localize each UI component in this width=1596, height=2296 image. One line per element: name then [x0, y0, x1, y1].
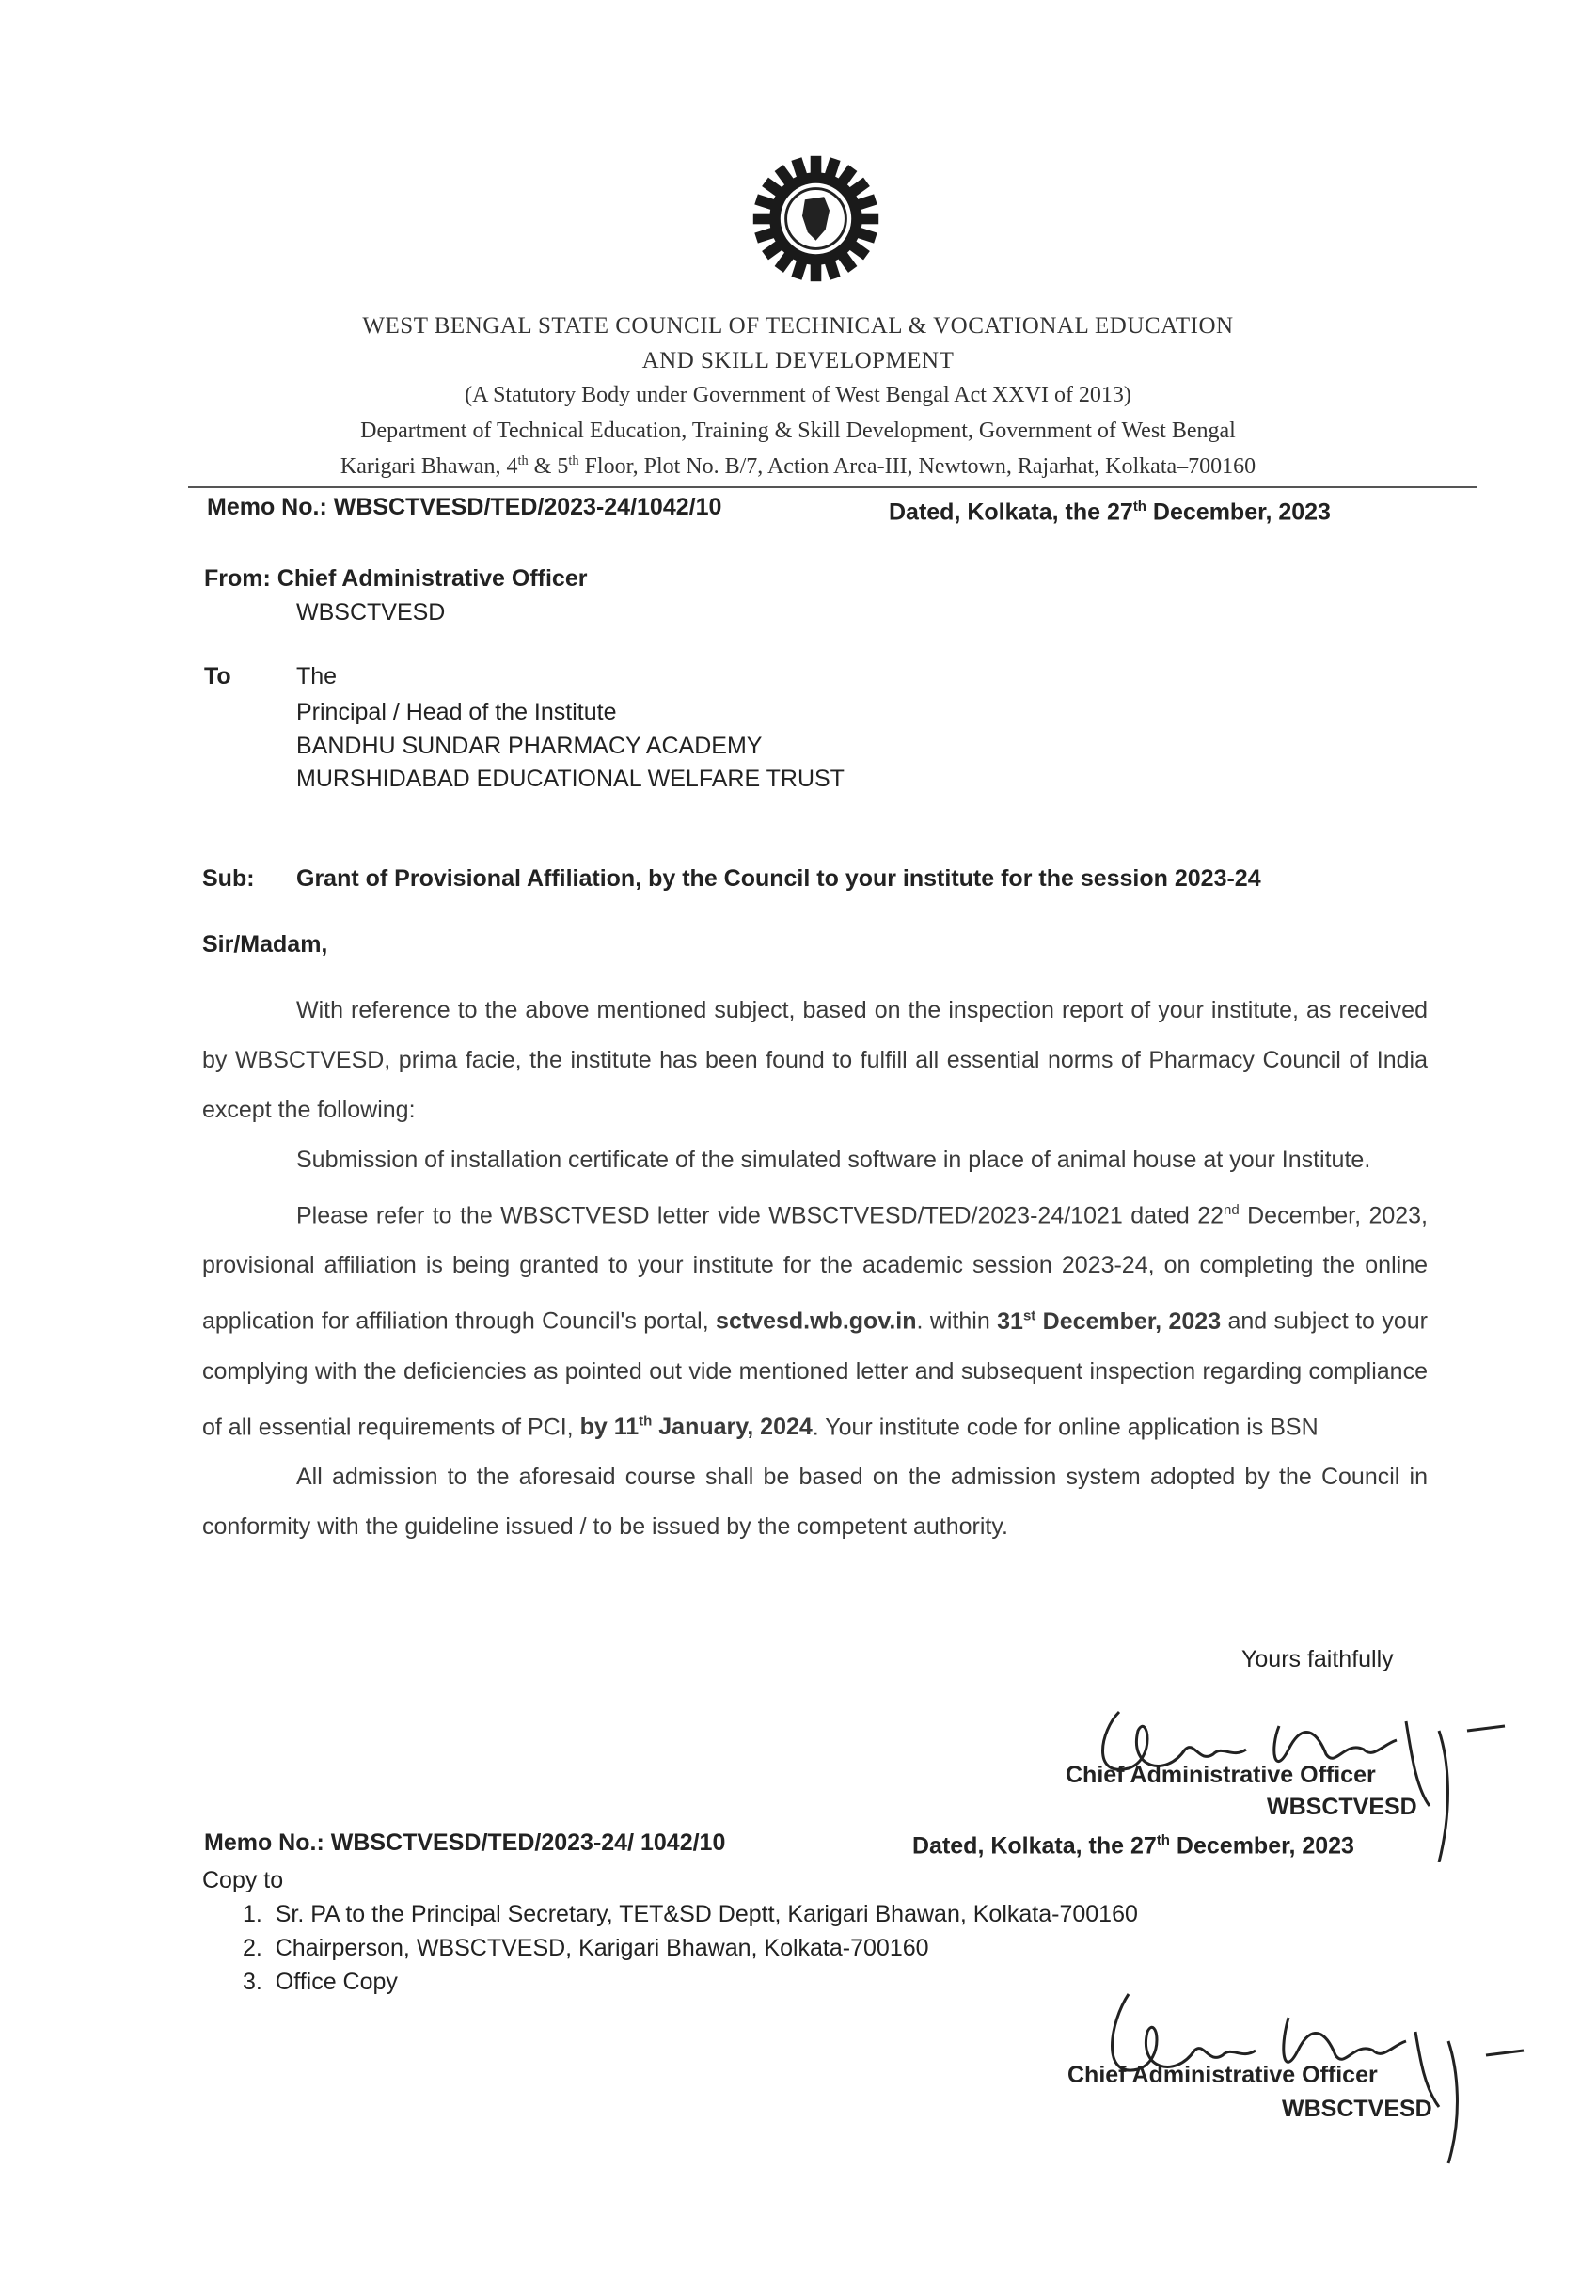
to-line: The	[296, 663, 338, 689]
body-paragraph-2: Submission of installation certificate of the simulated software in place of animal house at your Institute.	[296, 1147, 1371, 1173]
text: Please refer to the WBSCTVESD letter vide WBSCTVESD/TED/2023-24/1021 dated 22	[296, 1202, 1225, 1229]
gear-tooth	[811, 262, 822, 281]
address-part: Floor, Plot No. B/7, Action Area-III, Newtown, Rajarhat, Kolkata–700160	[578, 454, 1256, 479]
from-org: WBSCTVESD	[296, 599, 446, 625]
gear-tooth	[860, 214, 878, 225]
from-label: From: Chief Administrative Officer	[204, 565, 588, 592]
copy-to-text: Sr. PA to the Principal Secretary, TET&SD Deptt, Karigari Bhawan, Kolkata-700160	[275, 1901, 1138, 1927]
letter-body	[202, 986, 1428, 1552]
copy-to-text: Office Copy	[275, 1969, 398, 1995]
gear-tooth	[811, 156, 822, 175]
org-name-line2: AND SKILL DEVELOPMENT	[641, 348, 955, 373]
date-text: December, 2023	[1169, 1832, 1354, 1860]
gear-tooth	[824, 259, 840, 280]
gear-tooth	[754, 227, 776, 243]
council-logo	[748, 150, 884, 287]
sup: nd	[1224, 1202, 1240, 1218]
text: by 11	[579, 1413, 640, 1440]
text: . within	[916, 1307, 998, 1335]
to-line: BANDHU SUNDAR PHARMACY ACADEMY	[296, 733, 763, 759]
gear-tooth	[754, 194, 776, 210]
address-sup: th	[517, 453, 529, 468]
body-paragraph-3	[202, 1185, 1428, 1452]
body-paragraph-4: All admission to the aforesaid course shall be based on the admission system adopted by the Council in conformity with the guideline issued / to be issued by the competent authority.	[202, 1463, 1428, 1540]
text: January, 2024	[652, 1413, 813, 1440]
to-line: Principal / Head of the Institute	[296, 699, 617, 725]
date-text: December, 2023	[1146, 499, 1331, 526]
copy-signatory-title: Chief Administrative Officer	[1067, 2062, 1378, 2088]
gear-tooth	[753, 214, 772, 225]
date-sup: th	[1156, 1832, 1170, 1848]
sup: st	[1022, 1307, 1036, 1324]
org-name-line1: WEST BENGAL STATE COUNCIL OF TECHNICAL & VOCATIONAL EDUCATION	[362, 313, 1234, 339]
deadline	[997, 1308, 1221, 1335]
copy-to-text: Chairperson, WBSCTVESD, Karigari Bhawan, Kolkata-700160	[275, 1935, 929, 1961]
subject-text: Grant of Provisional Affiliation, by the Council to your institute for the session 2023-24	[296, 865, 1261, 892]
memo-date-copy	[912, 1825, 1354, 1861]
to-label: To	[204, 663, 231, 689]
salutation: Sir/Madam,	[202, 931, 328, 958]
gear-tooth	[791, 157, 807, 179]
copy-to-item: 3. Office Copy	[243, 1969, 398, 1995]
text: and subject to your complying with the deficiencies as pointed out vide mentioned letter and subsequent inspection regarding compliance of all essential requirements of PCI,	[202, 1307, 1428, 1440]
text: December, 2023	[1035, 1307, 1222, 1335]
gear-tooth	[856, 194, 877, 210]
date-text: Dated, Kolkata, the 27	[912, 1832, 1157, 1860]
body-paragraph-1: With reference to the above mentioned subject, based on the inspection report of your institute, as received by WBSCTVESD, prima facie, the institute has been found to fulfill all essential norms of Pharmacy Council of India except the following:	[202, 997, 1428, 1123]
to-line: MURSHIDABAD EDUCATIONAL WELFARE TRUST	[296, 766, 845, 792]
date-text: Dated, Kolkata, the 27	[889, 499, 1133, 526]
copy-to-label: Copy to	[202, 1867, 284, 1893]
address-sup: th	[568, 453, 579, 468]
address-part: Karigari Bhawan, 4	[340, 454, 518, 479]
address-line	[0, 453, 1596, 480]
text: 31	[997, 1307, 1023, 1335]
gear-tooth	[824, 157, 840, 179]
copy-to-item: 1. Sr. PA to the Principal Secretary, TET&SD Deptt, Karigari Bhawan, Kolkata-700160	[243, 1901, 1138, 1927]
signatory-title: Chief Administrative Officer	[1066, 1762, 1376, 1788]
memo-number-copy: Memo No.: WBSCTVESD/TED/2023-24/ 1042/10	[204, 1829, 726, 1856]
date-sup: th	[1132, 499, 1146, 515]
compliance-deadline	[580, 1414, 813, 1440]
text: . Your institute code for online application is BSN	[812, 1413, 1319, 1440]
text: December, 2023, provisional affiliation is being granted to your institute for the academic session 2023-24, on completing the online application for affiliation through Council's portal,	[202, 1202, 1429, 1335]
address-part: & 5	[528, 454, 569, 479]
statutory-line: (A Statutory Body under Government of West Bengal Act XXVI of 2013)	[465, 383, 1131, 407]
gear-tooth	[856, 227, 877, 243]
closing: Yours faithfully	[1241, 1646, 1394, 1672]
copy-to-item: 2. Chairperson, WBSCTVESD, Karigari Bhawan, Kolkata-700160	[243, 1935, 929, 1961]
copy-signatory-org: WBSCTVESD	[1282, 2096, 1432, 2122]
header-divider	[188, 486, 1477, 488]
signatory-org: WBSCTVESD	[1267, 1794, 1417, 1820]
portal-link: sctvesd.wb.gov.in	[716, 1307, 917, 1335]
subject-label: Sub:	[202, 865, 255, 892]
memo-date	[889, 491, 1331, 528]
sup: th	[639, 1413, 653, 1430]
department-line: Department of Technical Education, Training & Skill Development, Government of West Bengal	[360, 419, 1236, 443]
gear-tooth	[791, 259, 807, 280]
memo-number: Memo No.: WBSCTVESD/TED/2023-24/1042/10	[207, 494, 722, 520]
